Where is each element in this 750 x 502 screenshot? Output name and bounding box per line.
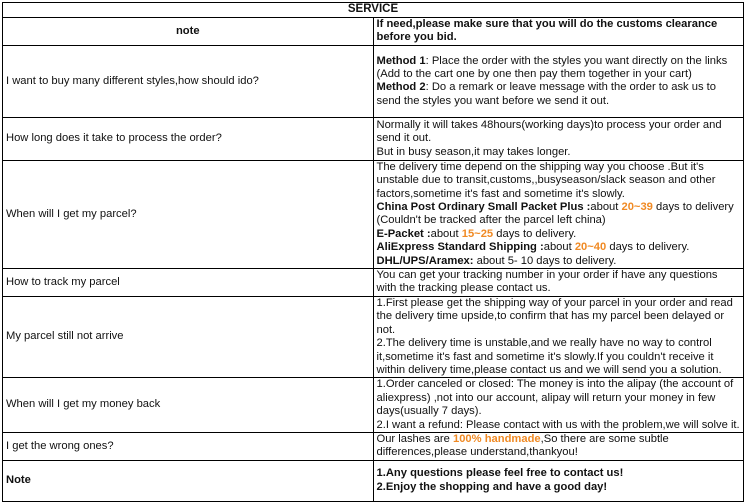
row-many-styles <box>3 45 744 117</box>
epacket-pre: about <box>430 227 462 240</box>
wrong-pre: Our lashes are <box>376 432 453 445</box>
answer-not-arrive <box>373 296 744 377</box>
method-1 <box>377 55 741 82</box>
epacket-label: E-Packet : <box>376 227 431 240</box>
process-line-1: Normally it will takes 48hours(working days)to process your order and send it out. <box>376 118 722 145</box>
question-process: How long does it take to process the order? <box>3 117 374 160</box>
method-2 <box>377 81 741 108</box>
answer-parcel <box>373 160 744 268</box>
answer-wrong <box>373 432 744 460</box>
answer-money <box>373 378 744 433</box>
row-track <box>3 269 744 297</box>
note-line-1: 1.Any questions please feel free to contact us! <box>376 467 624 480</box>
china-post-label: China Post Ordinary Small Packet Plus : <box>376 201 591 214</box>
aliexpress-post: days to delivery. <box>606 241 690 254</box>
method-2-label: Method 2 <box>376 81 426 94</box>
answer-track: You can get your tracking number in your order if have any questions with the tracking please contact us. <box>373 269 744 297</box>
wrong-post: ,So there are some subtle differences,please understand,thankyou! <box>376 432 669 459</box>
method-1-label: Method 1 <box>376 54 426 67</box>
header-row <box>3 18 744 46</box>
service-table <box>2 2 744 502</box>
aliexpress-days: 20~40 <box>574 241 607 254</box>
parcel-intro: The delivery time depend on the shipping way you choose .But it's unstable due to transit,customs,,busyseason/slack season and other factors,sometime it's fast and sometime it's slowly. <box>376 160 716 200</box>
money-p1: 1.Order canceled or closed: The money is into the alipay (the account of aliexpress) ,not into our account, alipay will return your money in few days(usually 7 days). <box>376 378 734 418</box>
dhl-line <box>377 255 741 268</box>
epacket-post: days to delivery. <box>493 227 577 240</box>
row-parcel <box>3 160 744 268</box>
question-money: When will I get my money back <box>3 378 374 433</box>
question-note: Note <box>3 460 374 501</box>
header-note: note <box>3 18 374 46</box>
row-process <box>3 117 744 160</box>
epacket-line <box>377 228 741 241</box>
question-not-arrive: My parcel still not arrive <box>3 296 374 377</box>
title-row <box>3 3 744 18</box>
aliexpress-line <box>377 241 741 254</box>
row-note <box>3 460 744 501</box>
question-track: How to track my parcel <box>3 269 374 297</box>
not-arrive-p2: 2.The delivery time is unstable,and we really have no way to control it,sometime it's fast and sometime it's slowly.If you couldn't receive it within delivery time,please contact us and we will send you a solution. <box>376 337 722 376</box>
answer-many-styles <box>373 45 744 117</box>
table-title: SERVICE <box>3 3 744 18</box>
method-1-text: : Place the order with the styles you want directly on the links (Add to the cart one by one then pay them together in your cart) <box>376 54 728 80</box>
row-wrong <box>3 432 744 460</box>
answer-note <box>373 460 744 501</box>
not-arrive-p1: 1.First please get the shipping way of your parcel in your order and read the delivery time upside,to confirm that has my parcel been delayed or not. <box>376 296 733 336</box>
china-post-pre: about <box>590 201 622 214</box>
process-line-2: But in busy season,it may takes longer. <box>376 145 571 158</box>
method-2-text: : Do a remark or leave message with the order to ask us to send the styles you want before we send it out. <box>376 81 716 107</box>
handmade-highlight: 100% handmade <box>452 432 541 445</box>
aliexpress-label: AliExpress Standard Shipping : <box>376 241 544 254</box>
aliexpress-pre: about <box>543 241 575 254</box>
question-many-styles: I want to buy many different styles,how should ido? <box>3 45 374 117</box>
question-wrong: I get the wrong ones? <box>3 432 374 460</box>
money-p2: 2.I want a refund: Please contact with us with the problem,we will solve it. <box>376 418 740 431</box>
epacket-days: 15~25 <box>461 227 494 240</box>
dhl-label: DHL/UPS/Aramex: <box>376 254 474 267</box>
answer-process <box>373 117 744 160</box>
header-customs-notice: If need,please make sure that you will do the customs clearance before you bid. <box>373 18 744 46</box>
service-table-container <box>2 2 744 493</box>
row-money <box>3 378 744 433</box>
china-post-line <box>377 201 741 228</box>
question-parcel: When will I get my parcel? <box>3 160 374 268</box>
note-line-2: 2.Enjoy the shopping and have a good day! <box>376 480 608 493</box>
dhl-text: about 5- 10 days to delivery. <box>473 254 617 267</box>
row-not-arrive <box>3 296 744 377</box>
china-post-days: 20~39 <box>621 201 653 214</box>
china-post-post: days to delivery (Couldn't be tracked after the parcel left china) <box>376 201 734 227</box>
